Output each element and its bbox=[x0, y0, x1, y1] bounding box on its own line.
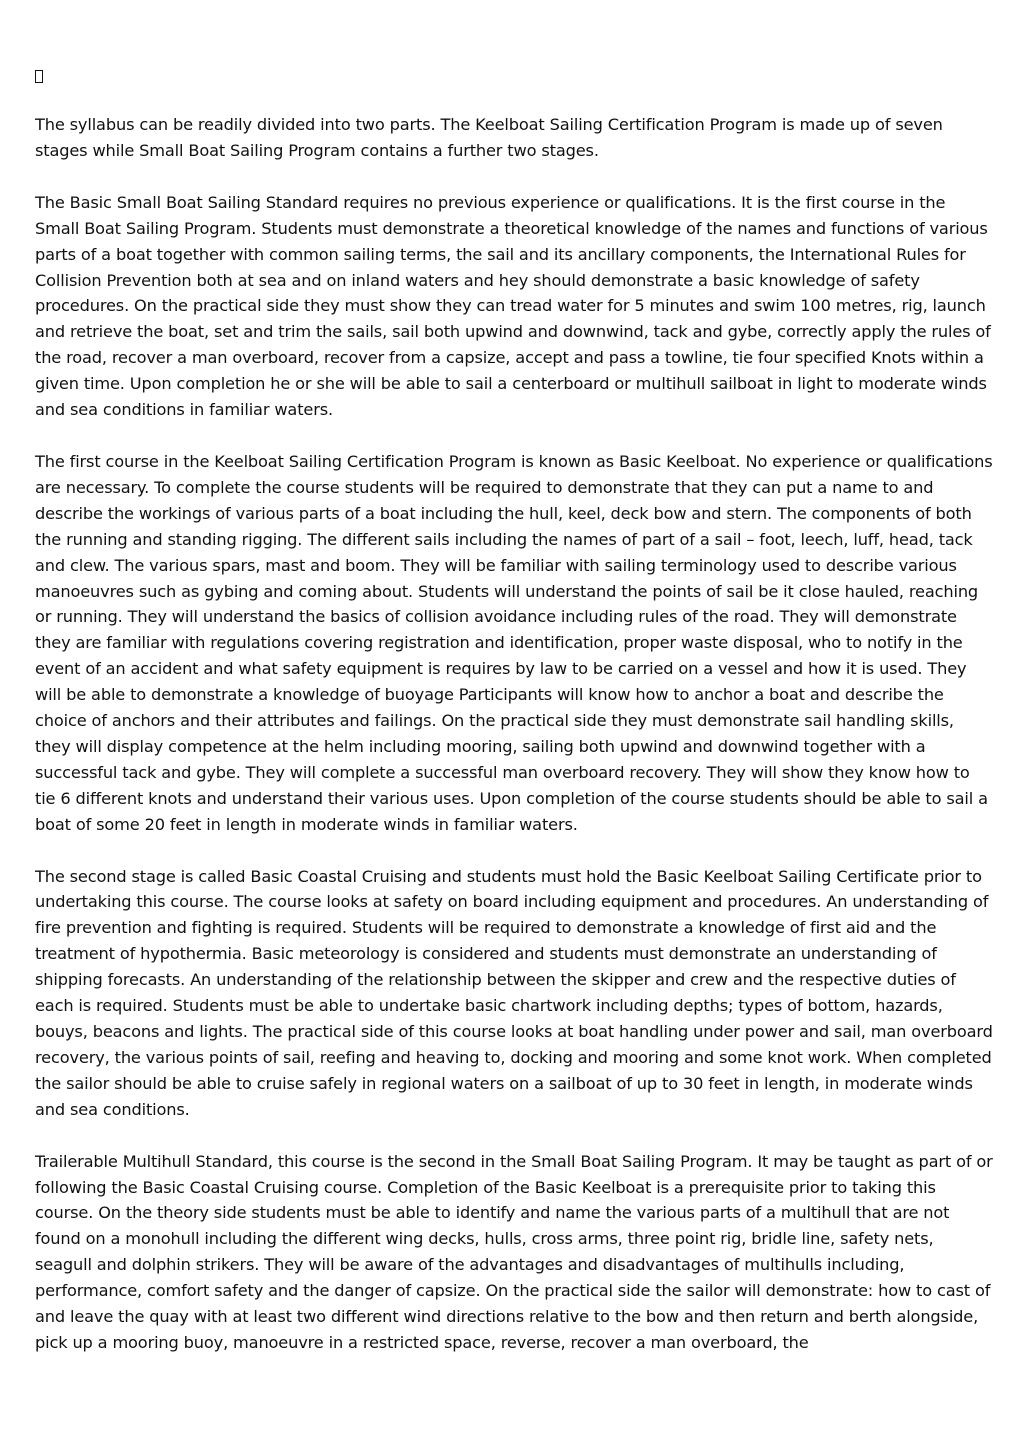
document-page bbox=[35, 66, 993, 1382]
paragraph-basic-coastal-cruising: The second stage is called Basic Coastal Cruising and students must hold the Basic Keelboat Sailing Certificate prior to undertaking this course. The course looks at safety on board including equipment and procedures. An understanding of fire prevention and fighting is required. Students will be required to demonstrate a knowledge of first aid and the treatment of hypothermia. Basic meteorology is considered and students must demonstrate an understanding of shipping forecasts. An understanding of the relationship between the skipper and crew and the respective duties of each is required. Students must be able to undertake basic chartwork including depths; types of bottom, hazards, bouys, beacons and lights. The practical side of this course looks at boat handling under power and sail, man overboard recovery, the various points of sail, reefing and heaving to, docking and mooring and some knot work. When completed the sailor should be able to cruise safely in regional waters on a sailboat of up to 30 feet in length, in moderate winds and sea conditions. bbox=[35, 866, 993, 1119]
missing-glyph-row bbox=[35, 66, 993, 112]
paragraph-basic-small-boat: The Basic Small Boat Sailing Standard requires no previous experience or qualifications. It is the first course in the Small Boat Sailing Program. Students must demonstrate a theoretical knowledge of the names and functions of various parts of a boat together with common sailing terms, the sail and its ancillary components, the International Rules for Collision Prevention both at sea and on inland waters and hey should demonstrate a basic knowledge of safety procedures. On the practical side they must show they can tread water for 5 minutes and swim 100 metres, rig, launch and retrieve the boat, set and trim the sails, sail both upwind and downwind, tack and gybe, correctly apply the rules of the road, recover a man overboard, recover from a capsize, accept and pass a towline, tie four specified Knots within a given time. Upon completion he or she will be able to sail a centerboard or multihull sailboat in light to moderate winds and sea conditions in familiar waters. bbox=[35, 192, 991, 420]
paragraph-basic-keelboat: The first course in the Keelboat Sailing Certification Program is known as Basic Keelboat. No experience or qualifications are necessary. To complete the course students will be required to demonstrate that they can put a name to and describe the workings of various parts of a boat including the hull, keel, deck bow and stern. The components of both the running and standing rigging. The different sails including the names of part of a sail – foot, leech, luff, head, tack and clew. The various spars, mast and boom. They will be familiar with sailing terminology used to describe various manoeuvres such as gybing and coming about. Students will understand the points of sail be it close hauled, reaching or running. They will understand the basics of collision avoidance including rules of the road. They will demonstrate they are familiar with regulations covering registration and identification, proper waste disposal, who to notify in the event of an accident and what safety equipment is requires by law to be carried on a vessel and how it is used. They will be able to demonstrate a knowledge of buoyage Participants will know how to anchor a boat and describe the choice of anchors and their attributes and failings. On the practical side they must demonstrate sail handling skills, they will display competence at the helm including mooring, sailing both upwind and downwind together with a successful tack and gybe. They will complete a successful man overboard recovery. They will show they know how to tie 6 different knots and understand their various uses. Upon completion of the course students should be able to sail a boat of some 20 feet in length in moderate winds in familiar waters. bbox=[35, 451, 993, 834]
paragraph-syllabus-overview: The syllabus can be readily divided into two parts. The Keelboat Sailing Certification Program is made up of seven stages while Small Boat Sailing Program contains a further two stages. bbox=[35, 115, 943, 160]
paragraph-trailerable-multihull: Trailerable Multihull Standard, this course is the second in the Small Boat Sailing Program. It may be taught as part of or following the Basic Coastal Cruising course. Completion of the Basic Keelboat is a prerequisite prior to taking this course. On the theory side students must be able to identify and name the various parts of a multihull that are not found on a monohull including the different wing decks, hulls, cross arms, three point rig, bridle line, safety nets, seagull and dolphin strikers. They will be aware of the advantages and disadvantages of multihulls including, performance, comfort safety and the danger of capsize. On the practical side the sailor will demonstrate: how to cast of and leave the quay with at least two different wind directions relative to the bow and then return and berth alongside, pick up a mooring buoy, manoeuvre in a restricted space, reverse, recover a man overboard, the bbox=[35, 1151, 993, 1352]
missing-glyph-icon bbox=[35, 70, 43, 83]
